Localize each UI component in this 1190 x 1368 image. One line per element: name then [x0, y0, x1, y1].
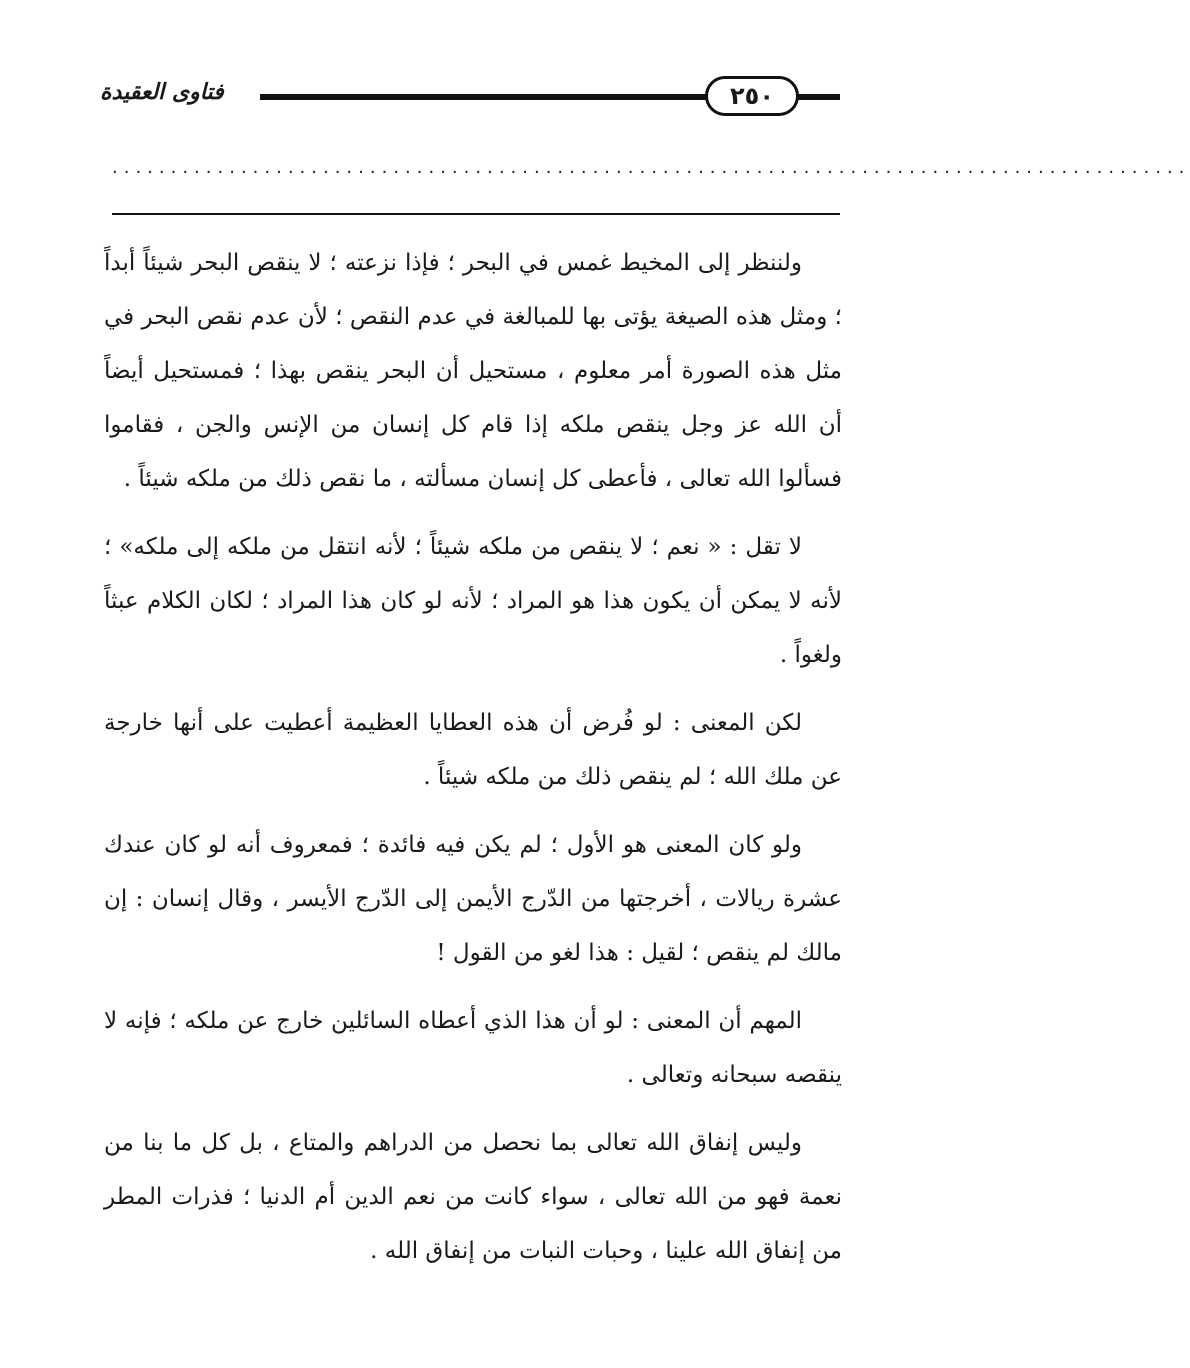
paragraph: ولننظر إلى المخيط غمس في البحر ؛ فإذا نزعته ؛ لا ينقص البحر شيئاً أبداً ؛ ومثل هذه الصيغة يؤتى بها للمبالغة في عدم النقص ؛ لأن عدم نقص البحر في مثل هذه الصورة أمر معلوم ، مستحيل أن البحر ينقص بهذا ؛ فمستحيل أيضاً أن الله عز وجل ينقص ملكه إذا قام كل إنسان من الإنس والجن ، فقاموا فسألوا الله تعالى ، فأعطى كل إنسان مسألته ، ما نقص ذلك من ملكه شيئاً . [104, 250, 842, 492]
dotted-separator: ............................................................................................ [112, 157, 1190, 178]
paragraph: المهم أن المعنى : لو أن هذا الذي أعطاه السائلين خارج عن ملكه ؛ فإنه لا ينقصه سبحانه وتعالى . [104, 1008, 842, 1088]
running-title: فتاوى العقيدة [100, 80, 224, 105]
body-text [104, 236, 842, 1292]
page-header [100, 76, 840, 120]
paragraph: وليس إنفاق الله تعالى بما نحصل من الدراهم والمتاع ، بل كل ما بنا من نعمة فهو من الله تعالى ، سواء كانت من نعم الدين أم الدنيا ؛ فذرات المطر من إنفاق الله علينا ، وحبات النبات من إنفاق الله . [104, 1130, 842, 1264]
paragraph: ولو كان المعنى هو الأول ؛ لم يكن فيه فائدة ؛ فمعروف أنه لو كان عندك عشرة ريالات ، أخرجتها من الدّرج الأيمن إلى الدّرج الأيسر ، وقال إنسان : إن مالك لم ينقص ؛ لقيل : هذا لغو من القول ! [104, 832, 842, 966]
paragraph: لا تقل : « نعم ؛ لا ينقص من ملكه شيئاً ؛ لأنه انتقل من ملكه إلى ملكه» ؛ لأنه لا يمكن أن يكون هذا هو المراد ؛ لأنه لو كان هذا المراد ؛ لكان الكلام عبثاً ولغواً . [104, 534, 842, 668]
horizontal-rule [112, 213, 840, 215]
paragraph: لكن المعنى : لو فُرض أن هذه العطايا العظيمة أعطيت على أنها خارجة عن ملك الله ؛ لم ينقص ذلك من ملكه شيئاً . [104, 710, 842, 790]
page-number: ٢٥٠ [705, 76, 799, 116]
